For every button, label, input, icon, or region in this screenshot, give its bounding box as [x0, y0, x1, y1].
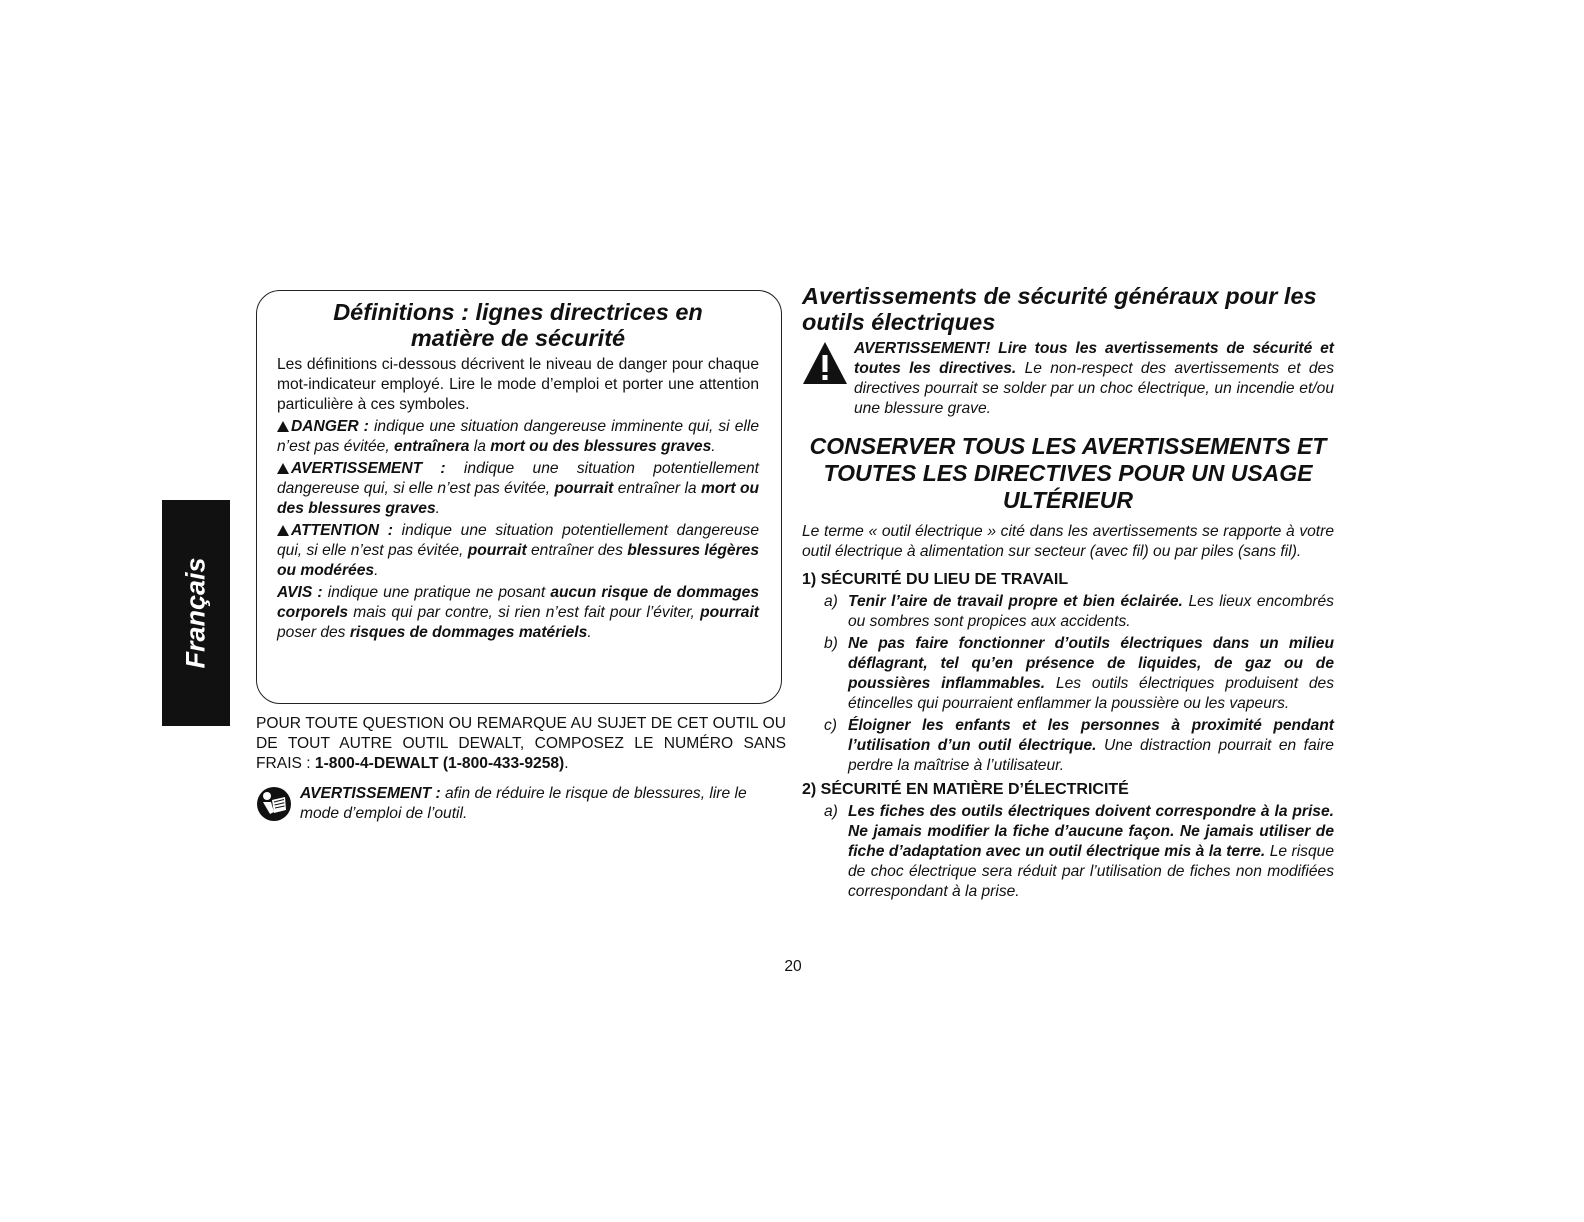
- list-item: a) Tenir l’aire de travail propre et bien éclairée. Les lieux encombrés ou sombres sont propices aux accidents.: [824, 593, 1334, 630]
- warning-triangle-icon: [277, 525, 289, 536]
- definitions-title: Définitions : lignes directrices en matière de sécurité: [333, 299, 703, 351]
- definition-avis: AVIS : indique une pratique ne posant aucun risque de dommages corporels mais qui par contre, si rien n’est fait pour l’éviter, pourrait poser des risques de dommages matériels.: [277, 584, 759, 641]
- section-title-work-area: 1) SÉCURITÉ DU LIEU DE TRAVAIL: [802, 571, 1069, 588]
- definition-avertissement: AVERTISSEMENT : indique une situation potentiellement dangereuse qui, si elle n’est pas évitée, pourrait entraîner la mort ou des blessures graves.: [277, 460, 759, 517]
- definition-attention: ATTENTION : indique une situation potentiellement dangereuse qui, si elle n’est pas évitée, pourrait entraîner des blessures légères ou modérées.: [277, 522, 760, 579]
- definition-danger: DANGER : indique une situation dangereuse imminente qui, si elle n’est pas évitée, entraînera la mort ou des blessures graves.: [277, 418, 759, 455]
- definitions-box: [256, 290, 782, 704]
- warning-triangle-icon: [277, 463, 289, 474]
- language-tab-label: Français: [180, 557, 211, 669]
- list-item: c) Éloigner les enfants et les personnes à proximité pendant l’utilisation d’un outil électrique. Une distraction pourrait en faire perdre la maîtrise à l’utilisateur.: [824, 717, 1334, 774]
- definitions-intro: Les définitions ci-dessous décrivent le niveau de danger pour chaque mot-indicateur employé. Lire le mode d’emploi et porter une attention particulière à ces symboles.: [277, 356, 759, 413]
- general-safety-title: Avertissements de sécurité généraux pour les outils électriques: [802, 283, 1317, 335]
- list-item: a) Les fiches des outils électriques doivent correspondre à la prise. Ne jamais modifier la fiche d’aucune façon. Ne jamais utiliser de fiche d’adaptation avec un outil électrique mis à la terre. Le risque de choc électrique sera réduit par l’utilisation de fiches non modifiées correspondant à la prise.: [824, 803, 1335, 900]
- contact-paragraph: POUR TOUTE QUESTION OU REMARQUE AU SUJET DE CET OUTIL OU DE TOUT AUTRE OUTIL DEWALT, COMPOSEZ LE NUMÉRO SANS FRAIS : 1-800-4-DEWALT (1-800-433-9258).: [256, 715, 786, 772]
- keep-instructions-title: CONSERVER TOUS LES AVERTISSEMENTS ET TOUTES LES DIRECTIVES POUR UN USAGE ULTÉRIEUR: [809, 433, 1327, 513]
- general-intro: Le terme « outil électrique » cité dans les avertissements se rapporte à votre outil électrique à alimentation sur secteur (avec fil) ou par piles (sans fil).: [802, 523, 1334, 560]
- read-manual-icon: [256, 786, 292, 822]
- language-tab: [162, 500, 230, 726]
- warning-triangle-icon: [802, 341, 848, 385]
- general-safety-section: [802, 283, 1334, 904]
- page-number: 20: [784, 958, 802, 975]
- warning-triangle-icon: [277, 421, 289, 432]
- list-item: b) Ne pas faire fonctionner d’outils électriques dans un milieu déflagrant, tel qu’en présence de liquides, de gaz ou de poussières inflammables. Les outils électriques produisent des étincelles qui pourraient enflammer la poussière ou les vapeurs.: [824, 635, 1334, 712]
- manual-warning: AVERTISSEMENT : afin de réduire le risque de blessures, lire le mode d’emploi de l’outil.: [256, 784, 786, 824]
- section-title-electrical: 2) SÉCURITÉ EN MATIÈRE D’ÉLECTRICITÉ: [802, 781, 1129, 798]
- general-warning: AVERTISSEMENT! Lire tous les avertissements de sécurité et toutes les directives. Le non-respect des avertissements et des directives pourrait se solder par un choc électrique, un incendie et/ou une blessure grave.: [802, 339, 1334, 419]
